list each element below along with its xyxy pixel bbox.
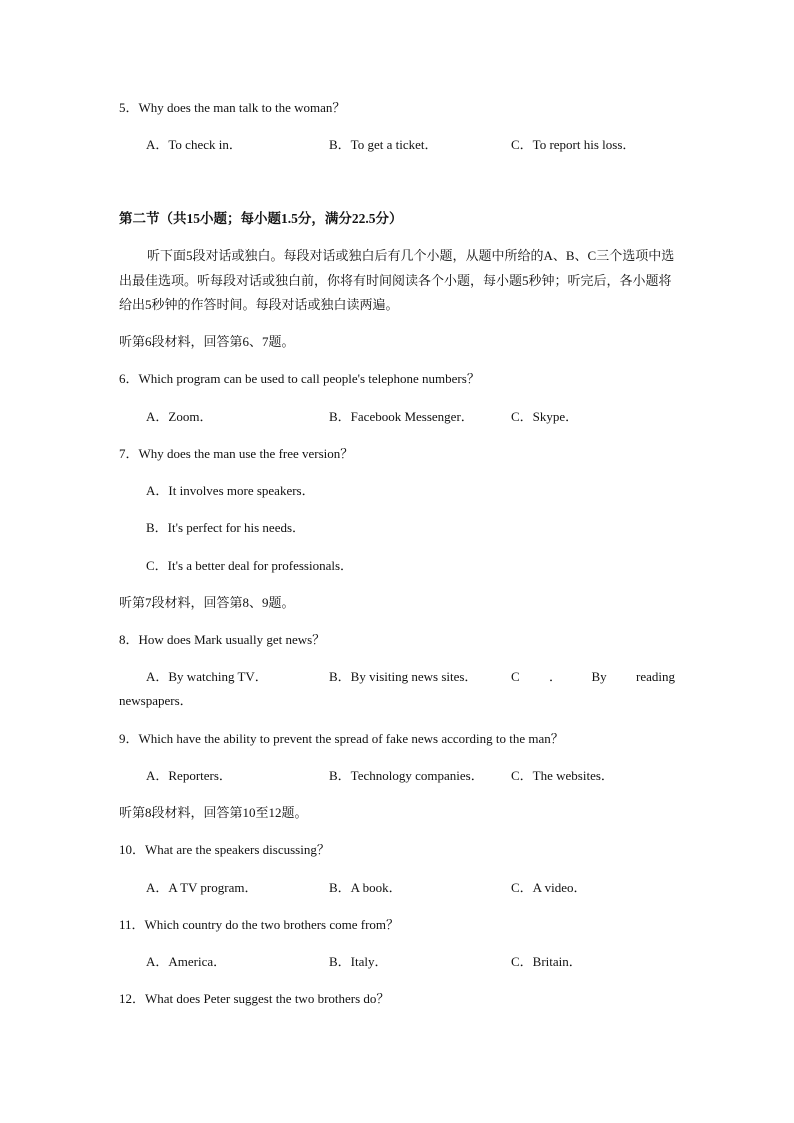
question-11-option-b: B．Italy． xyxy=(329,954,388,969)
question-8-option-c xyxy=(511,668,675,686)
question-11-stem: 11．Which country do the two brothers come from？ xyxy=(119,917,400,932)
question-10-stem: 10．What are the speakers discussing？ xyxy=(119,842,330,857)
question-7-option-c: C．It's a better deal for professionals． xyxy=(146,558,354,573)
question-8-option-c-letter: C xyxy=(511,669,520,684)
question-8-stem: 8．How does Mark usually get news？ xyxy=(119,632,326,647)
question-8-option-c-dot: ． xyxy=(549,669,563,684)
question-12-stem: 12．What does Peter suggest the two brothers do？ xyxy=(119,991,390,1006)
question-9-stem: 9．Which have the ability to prevent the spread of fake news according to the man？ xyxy=(119,731,564,746)
question-9-option-c: C．The websites． xyxy=(511,768,614,783)
question-6-option-a: A．Zoom． xyxy=(146,409,213,424)
question-5-option-b: B．To get a ticket． xyxy=(329,137,438,152)
question-11-option-c: C．Britain． xyxy=(511,954,582,969)
question-6-stem: 6．Which program can be used to call people's telephone numbers？ xyxy=(119,371,480,386)
question-8-option-c-continuation: newspapers． xyxy=(119,693,193,708)
question-11-option-a: A．America． xyxy=(146,954,227,969)
question-5-option-a: A．To check in． xyxy=(146,137,242,152)
question-10-option-b: B．A book． xyxy=(329,880,402,895)
segment-7-heading: 听第7段材料，回答第8、9题。 xyxy=(119,595,295,610)
question-9-option-b: B．Technology companies． xyxy=(329,768,484,783)
question-9-option-a: A．Reporters． xyxy=(146,768,232,783)
question-8-option-c-word2: reading xyxy=(635,669,675,684)
question-8-option-a: A．By watching TV． xyxy=(146,669,268,684)
question-10-option-c: C．A video． xyxy=(511,880,587,895)
question-8-option-b: B．By visiting news sites． xyxy=(329,669,478,684)
section-2-instructions: 听下面5段对话或独白。每段对话或独白后有几个小题，从题中所给的A、B、C三个选项中选出最佳选项。听每段对话或独白前，你将有时间阅读各个小题，每小题5秒钟；听完后，各小题将给出5秒钟的作答时间。每段对话或独白读两遍。 xyxy=(119,248,675,312)
question-5-stem: 5．Why does the man talk to the woman？ xyxy=(119,100,346,115)
question-7-option-b: B．It's perfect for his needs． xyxy=(146,520,306,535)
question-6-option-c: C．Skype． xyxy=(511,409,579,424)
question-5-option-c: C．To report his loss． xyxy=(511,137,636,152)
section-2-title: 第二节（共15小题；每小题1.5分，满分22.5分） xyxy=(119,211,403,226)
segment-8-heading: 听第8段材料，回答第10至12题。 xyxy=(119,805,308,820)
question-10-option-a: A．A TV program． xyxy=(146,880,258,895)
question-7-stem: 7．Why does the man use the free version？ xyxy=(119,446,354,461)
question-7-option-a: A．It involves more speakers． xyxy=(146,483,315,498)
segment-6-heading: 听第6段材料，回答第6、7题。 xyxy=(119,334,295,349)
question-6-option-b: B．Facebook Messenger． xyxy=(329,409,474,424)
question-8-option-c-word1: By xyxy=(591,669,607,684)
